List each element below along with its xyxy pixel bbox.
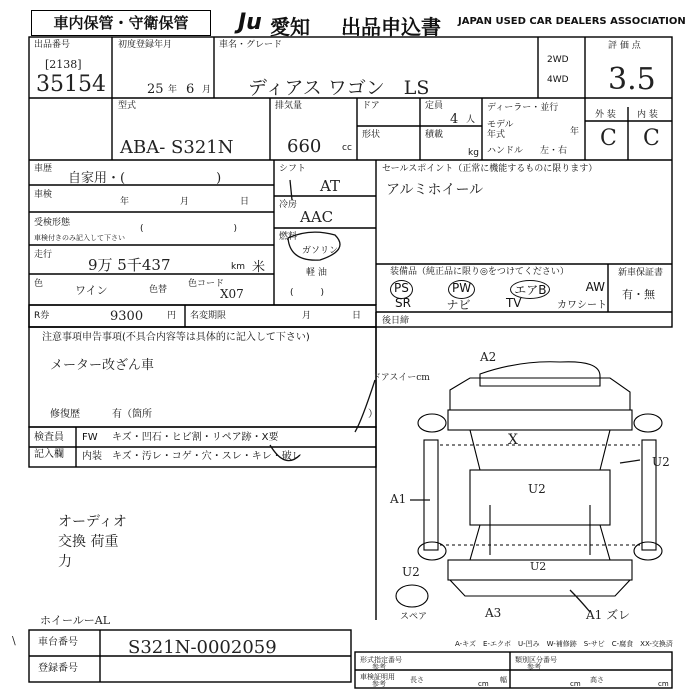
storage-type-box: 車内保管・守衛保管 (31, 10, 211, 36)
grade-label: 評 価 点 (608, 41, 641, 51)
equipment-navi: ナビ (446, 298, 471, 312)
margin-mark: \ (12, 634, 16, 647)
length-unit: cm (478, 680, 489, 688)
color-change-label: 色替 (149, 285, 168, 295)
model-label: 車名・グレード (219, 40, 283, 50)
notes-label: 注意事項申告事項(不具合内容等は具体的に記入して下さい) (42, 332, 310, 343)
height-label: 高さ (590, 676, 604, 684)
interior-label: 内 装 (637, 110, 658, 120)
grade-value: 3.5 (608, 62, 656, 97)
handwritten-strokes (270, 180, 640, 612)
diagram-annotation-8: A3 (485, 606, 502, 620)
fuel-other: ( ) (290, 288, 325, 298)
inspection-label: 車検 (34, 190, 53, 200)
reception-value: ( ) (140, 224, 238, 234)
reception-note: 車検付きのみ記入して下さい (34, 234, 125, 242)
inspection-year: 年 (120, 197, 130, 207)
first-reg-year: 25 (147, 82, 164, 97)
color-value: ワイン (75, 284, 108, 297)
inspection-month: 月 (180, 197, 190, 207)
capacity-unit: 人 (466, 115, 476, 125)
year-unit: 年 (168, 85, 178, 95)
interior-check-label: 内装 (82, 451, 102, 462)
height-unit: cm (658, 680, 669, 688)
lot-number: 35154 (36, 72, 106, 97)
handle-label: ハンドル (487, 146, 524, 156)
equipment-pw: PW (448, 280, 475, 299)
drive-2wd: 2WD (547, 55, 569, 65)
ju-logo: Ju (238, 10, 262, 35)
first-reg-label: 初度登録年月 (118, 40, 173, 50)
exterior-value: C (600, 126, 617, 151)
shift-label: シフト (279, 164, 307, 174)
r-ticket-value: 9300 (110, 309, 144, 324)
mileage-value: 9万 5千437 (88, 256, 171, 274)
repair-label: 修復歴 (50, 409, 80, 420)
name-change-month: 月 (302, 311, 312, 321)
diagram-annotation-6: A1 (390, 492, 407, 506)
interior-value: C (643, 126, 660, 151)
org-prefecture: 愛知 (270, 15, 310, 39)
ac-label: 冷房 (279, 200, 298, 210)
seat-label: 後日締 (382, 316, 410, 326)
equipment-label: 装備品（純正品に限り◎をつけてください） (390, 267, 569, 277)
capacity-value: 4 (450, 112, 459, 127)
equipment-tv: TV (505, 296, 522, 310)
form-title: 出品申込書 (341, 15, 441, 39)
capacity-label: 定員 (425, 101, 444, 111)
diagram-annotation-5: U2 (652, 455, 670, 469)
doors-label: ドア (362, 101, 380, 111)
diagram-annotation-1: A2 (480, 350, 497, 364)
chassis-value: S321N-0002059 (128, 637, 277, 658)
history-value: 自家用・( ) (68, 171, 222, 186)
sales-points-value: アルミホイール (386, 182, 484, 198)
fw-label: FW (82, 432, 98, 443)
association-name: JAPAN USED CAR DEALERS ASSOCIATION (458, 16, 686, 27)
displacement-value: 660 (287, 136, 322, 157)
color-label: 色 (34, 279, 44, 289)
drive-4wd: 4WD (547, 75, 569, 85)
mileage-label: 走行 (34, 250, 53, 260)
diagram-annotation-3: X (508, 432, 518, 448)
sales-points-label: セールスポイント（正常に機能するものに限ります） (382, 164, 598, 174)
equipment-airbag: エアB (510, 280, 550, 299)
damage-legend: A-キズ E-エクボ U-凹み W-補修跡 S-サビ C-腐食 XX-交換済 (455, 640, 673, 648)
name-change-day: 日 (352, 311, 362, 321)
diagram-annotation-4: U2 (528, 482, 546, 496)
diagram-annotation-7: U2 (402, 565, 420, 579)
model-year-unit: 年 (570, 127, 580, 137)
inspection-handwritten: オーディオ交換 荷重力 (58, 514, 127, 570)
chassis-label: 車台番号 (38, 637, 78, 648)
type-value: ABA- S321N (120, 137, 234, 158)
lot-number-label: 出品番号 (34, 40, 71, 50)
warranty-label: 新車保証書 (618, 268, 664, 278)
first-reg-month: 6 (186, 82, 195, 97)
repair-value: 有（箇所 (112, 409, 152, 420)
warranty-options: 有・無 (622, 288, 655, 301)
shift-value: AT (320, 177, 341, 195)
notes-value: メーター改ざん車 (50, 358, 155, 373)
mileage-mark: 米 (252, 260, 266, 275)
r-ticket-label: R券 (34, 311, 50, 321)
load-unit: kg (468, 148, 479, 158)
displacement-unit: cc (342, 143, 352, 153)
month-unit: 月 (202, 85, 212, 95)
type-label: 型式 (118, 101, 137, 111)
width-label: 幅 (500, 676, 507, 684)
equipment-ps: PS (390, 280, 413, 299)
exterior-label: 外 装 (595, 110, 616, 120)
interior-items: キズ・汚レ・コゲ・穴・スレ・キレ・破レ (112, 451, 302, 462)
fuel-diesel: 軽 油 (306, 268, 327, 278)
inspection-day: 日 (240, 197, 250, 207)
width-unit: cm (570, 680, 581, 688)
load-label: 積載 (425, 130, 444, 140)
reception-label: 受検形態 (34, 218, 71, 228)
fuel-label: 燃料 (279, 232, 298, 242)
model-year-label: モデル 年式 (487, 120, 514, 140)
class-ref: 参考 (527, 663, 541, 671)
plate-label: 登録番号 (38, 663, 78, 674)
name-change-label: 名変期限 (190, 311, 227, 321)
equipment-aw: AW (585, 280, 605, 294)
entry-label: 記入欄 (34, 449, 64, 460)
diagram-annotation-2: ドアスイーcm (372, 373, 430, 383)
r-ticket-unit: 円 (167, 311, 177, 321)
repair-end: ） (368, 409, 378, 420)
designation-label: 形式指定番号 (360, 656, 402, 664)
fw-items: キズ・凹石・ヒビ割・リペア跡・X要 (112, 432, 279, 443)
car-wheels (396, 414, 662, 607)
diagram-annotation-9: A1 ズレ (586, 608, 631, 622)
history-label: 車歴 (34, 164, 53, 174)
equipment-leather: カワシート (556, 300, 607, 311)
designation-ref: 参考 (372, 663, 386, 671)
shape-label: 形状 (362, 130, 381, 140)
handle-options: 左・右 (540, 146, 568, 156)
dealer-label: ディーラー・並行 (487, 103, 559, 113)
diagram-annotation-10: U2 (530, 560, 547, 573)
lot-small: [2138] (45, 58, 82, 71)
equipment-row-2 (395, 296, 607, 313)
model-value: ディアス ワゴン LS (248, 77, 430, 99)
equipment-sr: SR (395, 296, 411, 310)
cert-label: 車検証明用 (360, 673, 395, 681)
color-code-value: X07 (220, 287, 244, 301)
mileage-unit: km (231, 262, 245, 272)
inspector-label: 検査員 (34, 432, 64, 443)
class-label: 類別区分番号 (515, 656, 557, 664)
spare-label: スペア (400, 612, 428, 622)
fuel-gasoline: ガソリン (302, 246, 339, 256)
cert-ref: 参考 (372, 680, 386, 688)
displacement-label: 排気量 (275, 101, 303, 111)
ac-value: AAC (300, 208, 334, 226)
color-code-label: 色コード (188, 279, 225, 289)
bottom-handwritten: ホイールーAL (40, 614, 111, 627)
length-label: 長さ (410, 676, 424, 684)
